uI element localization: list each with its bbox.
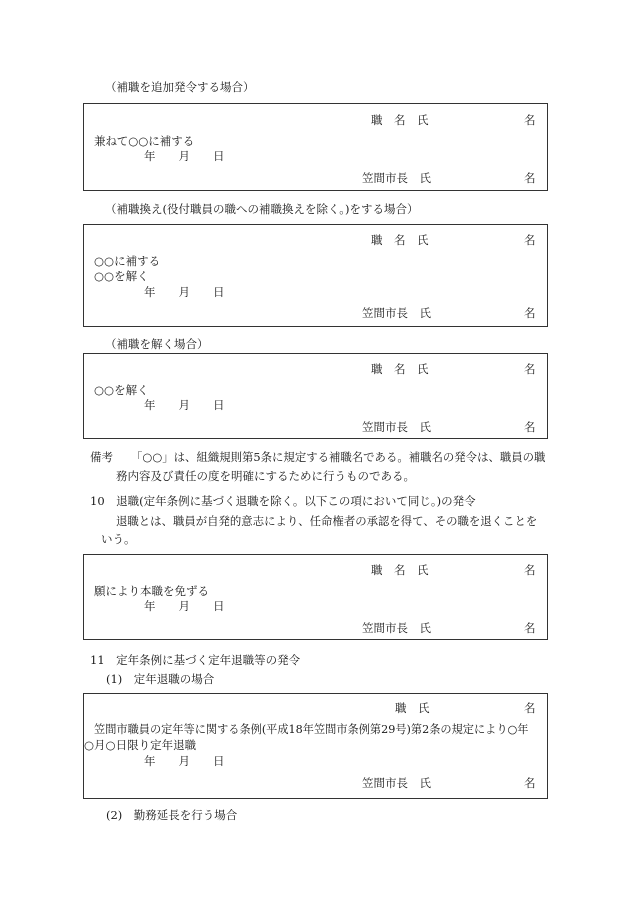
- date-line: 年 月 日: [144, 149, 225, 163]
- order-line: ○○を解く: [94, 269, 149, 283]
- note-text: 「○○」は、組織規則第5条に規定する補職名である。補職名の発令は、職員の職: [131, 450, 546, 464]
- note-label: 備考: [90, 450, 113, 464]
- note-text: 務内容及び責任の度を明確にするために行うものである。: [116, 469, 415, 483]
- section-heading: （補職換え(役付職員の職への補職換えを除く。)をする場合）: [105, 202, 419, 216]
- section-heading: （補職を解く場合）: [105, 337, 209, 351]
- item-body: いう。: [101, 532, 136, 546]
- signer-name-suffix: 名: [524, 171, 536, 185]
- date-line: 年 月 日: [144, 754, 225, 768]
- appointment-box: [83, 224, 548, 327]
- item-heading: 10 退職(定年条例に基づく退職を除く。以下この項において同じ。)の発令: [90, 494, 476, 508]
- item-heading: 11 定年条例に基づく定年退職等の発令: [90, 653, 301, 667]
- section-heading: （補職を追加発令する場合）: [105, 80, 255, 94]
- signer-label: 笠間市長 氏: [362, 171, 431, 185]
- order-line: 笠間市職員の定年等に関する条例(平成18年笠間市条例第29号)第2条の規定により○年: [94, 723, 529, 736]
- employee-name-suffix: 名: [524, 701, 536, 715]
- signer-label: 笠間市長 氏: [362, 776, 431, 790]
- order-line: ○月○日限り定年退職: [84, 738, 197, 752]
- employee-name-suffix: 名: [524, 563, 536, 577]
- employee-name-suffix: 名: [524, 113, 536, 127]
- order-line: 兼ねて○○に補する: [94, 134, 195, 148]
- appointment-box: [83, 103, 548, 191]
- employee-label: 職 氏: [395, 701, 430, 715]
- sub-heading: (2) 勤務延長を行う場合: [106, 808, 238, 822]
- employee-label: 職 名 氏: [371, 113, 429, 127]
- employee-label: 職 名 氏: [371, 362, 429, 376]
- appointment-box: [83, 693, 548, 799]
- order-line: ○○を解く: [94, 383, 149, 397]
- signer-name-suffix: 名: [524, 776, 536, 790]
- date-line: 年 月 日: [144, 285, 225, 299]
- appointment-box: [83, 554, 548, 640]
- signer-name-suffix: 名: [524, 306, 536, 320]
- signer-label: 笠間市長 氏: [362, 420, 431, 434]
- signer-name-suffix: 名: [524, 420, 536, 434]
- employee-name-suffix: 名: [524, 233, 536, 247]
- sub-heading: (1) 定年退職の場合: [106, 672, 215, 686]
- date-line: 年 月 日: [144, 398, 225, 412]
- signer-label: 笠間市長 氏: [362, 306, 431, 320]
- signer-name-suffix: 名: [524, 621, 536, 635]
- order-line: ○○に補する: [94, 254, 161, 268]
- date-line: 年 月 日: [144, 599, 225, 613]
- signer-label: 笠間市長 氏: [362, 621, 431, 635]
- employee-name-suffix: 名: [524, 362, 536, 376]
- item-body: 退職とは、職員が自発的意志により、任命権者の承認を得て、その職を退くことを: [116, 514, 538, 528]
- employee-label: 職 名 氏: [371, 233, 429, 247]
- employee-label: 職 名 氏: [371, 563, 429, 577]
- order-line: 願により本職を免ずる: [94, 584, 209, 598]
- appointment-box: [83, 353, 548, 439]
